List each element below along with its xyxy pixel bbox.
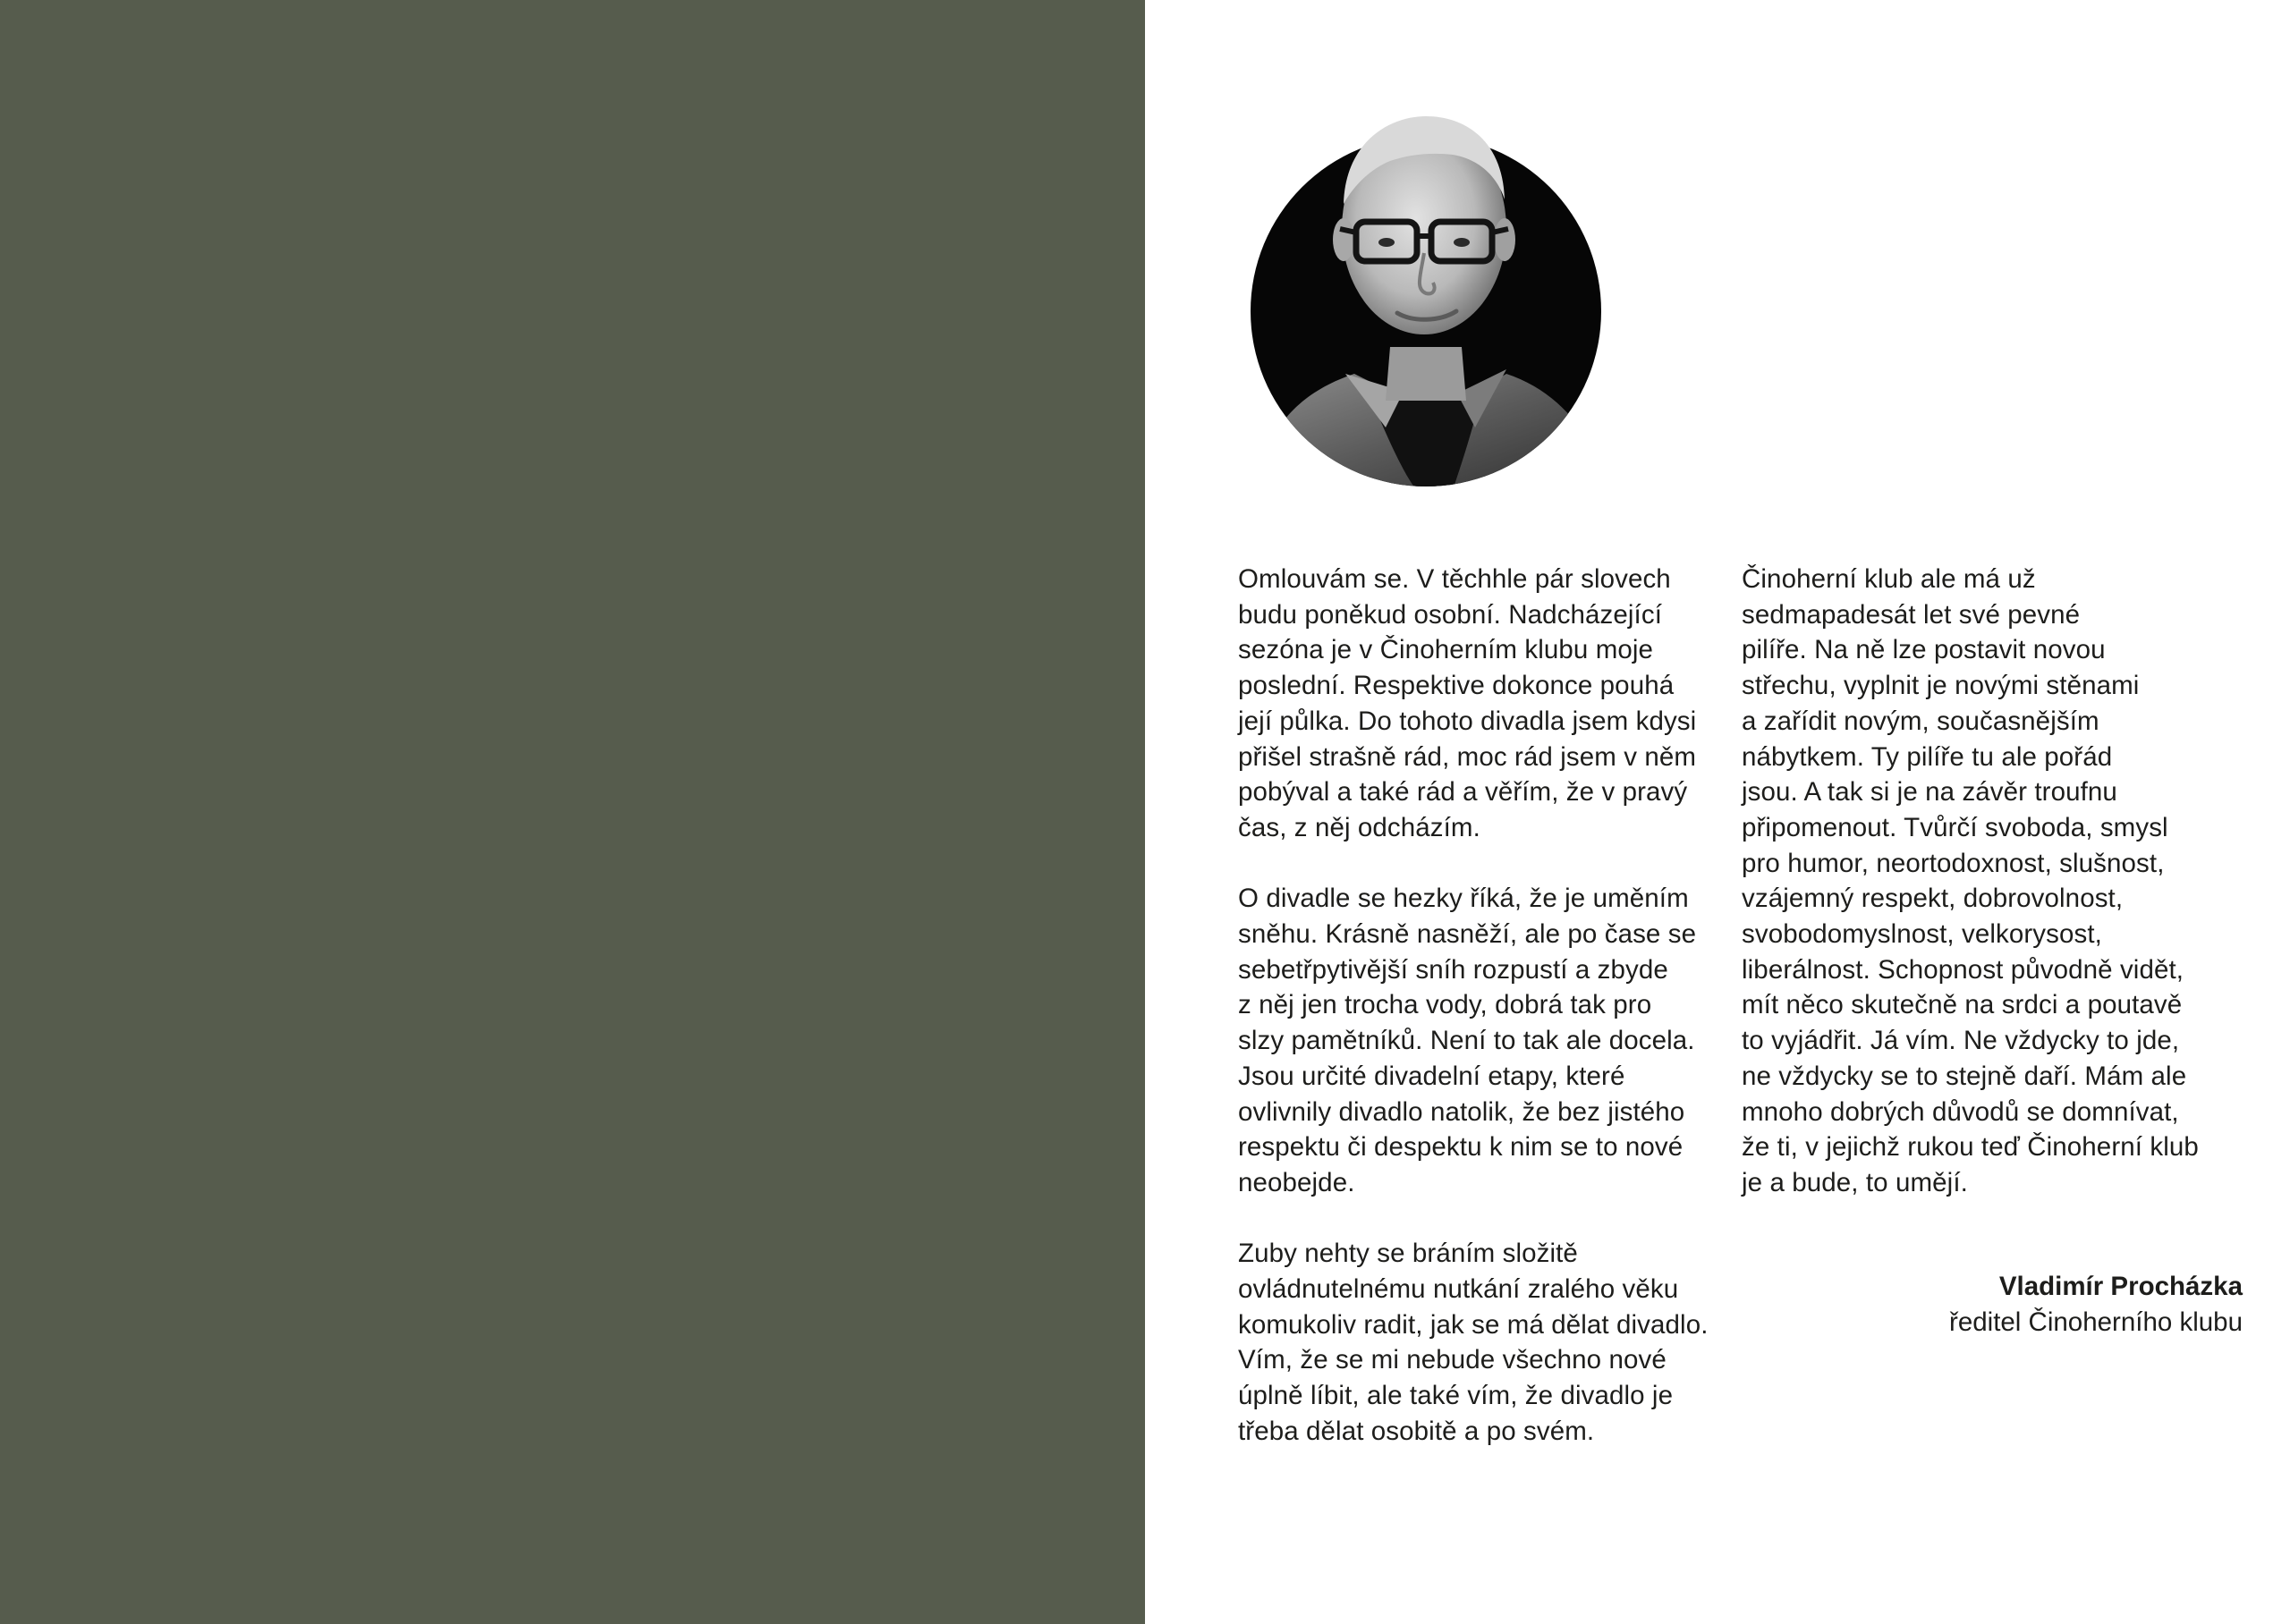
text-line: mnoho dobrých důvodů se domnívat,: [1742, 1096, 2179, 1127]
paragraph-gap: [1238, 1201, 1739, 1237]
text-line: mít něco skutečně na srdci a poutavě: [1742, 990, 2183, 1020]
text-line: Jsou určité divadelní etapy, které: [1238, 1061, 1625, 1091]
text-line: O divadle se hezky říká, že je uměním: [1238, 884, 1689, 914]
text-line: ne vždycky se to stejně daří. Mám ale: [1742, 1061, 2187, 1091]
text-line: připomenout. Tvůrčí svoboda, smysl: [1742, 812, 2168, 842]
text-line: nábytkem. Ty pilíře tu ale pořád: [1742, 741, 2113, 772]
text-line: poslední. Respektive dokonce pouhá: [1238, 671, 1675, 701]
text-line: Činoherní klub ale má už: [1742, 564, 2036, 594]
text-line: z něj jen trocha vody, dobrá tak pro: [1238, 990, 1652, 1020]
text-line: pilíře. Na ně lze postavit novou: [1742, 635, 2106, 665]
signature: [1949, 1269, 2243, 1340]
text-line: Omlouvám se. V těchhle pár slovech: [1238, 564, 1671, 594]
paragraph: [1238, 1236, 1739, 1449]
text-line: sezóna je v Činoherním klubu moje: [1238, 635, 1654, 665]
text-line: její půlka. Do tohoto divadla jsem kdysi: [1238, 706, 1697, 736]
text-line: vzájemný respekt, dobrovolnost,: [1742, 884, 2124, 914]
text-line: třeba dělat osobitě a po svém.: [1238, 1416, 1595, 1446]
text-line: svobodomyslnost, velkorysost,: [1742, 919, 2102, 950]
text-line: čas, z něj odcházím.: [1238, 812, 1480, 842]
text-line: úplně líbit, ale také vím, že divadlo je: [1238, 1381, 1674, 1411]
author-role: ředitel Činoherního klubu: [1949, 1307, 2243, 1337]
text-line: ovládnutelnému nutkání zralého věku: [1238, 1274, 1679, 1305]
paragraph-gap: [1238, 846, 1739, 882]
text-line: že ti, v jejichž rukou teď Činoherní klub: [1742, 1132, 2199, 1163]
text-line: ovlivnily divadlo natolik, že bez jistého: [1238, 1096, 1685, 1127]
text-line: pro humor, neortodoxnost, slušnost,: [1742, 848, 2165, 878]
text-line: budu poněkud osobní. Nadcházející: [1238, 599, 1663, 630]
text-column-right: [1742, 562, 2243, 1201]
text-column-left: [1238, 562, 1739, 1450]
text-line: sebetřpytivější sníh rozpustí a zbyde: [1238, 954, 1668, 985]
author-name: Vladimír Procházka: [1998, 1272, 2243, 1301]
text-line: střechu, vyplnit je novými stěnami: [1742, 671, 2140, 701]
text-line: přišel strašně rád, moc rád jsem v něm: [1238, 741, 1697, 772]
text-page: [1145, 0, 2290, 1624]
text-line: a zařídit novým, současnějším: [1742, 706, 2099, 736]
text-line: sněhu. Krásně nasněží, ale po čase se: [1238, 919, 1697, 950]
text-line: je a bude, to umějí.: [1742, 1167, 1968, 1197]
text-line: jsou. A tak si je na závěr troufnu: [1742, 777, 2117, 808]
text-line: slzy pamětníků. Není to tak ale docela.: [1238, 1026, 1695, 1056]
paragraph: [1238, 881, 1739, 1200]
text-line: komukoliv radit, jak se má dělat divadlo.: [1238, 1309, 1709, 1340]
text-line: pobýval a také rád a věřím, že v pravý: [1238, 777, 1688, 808]
text-line: neobejde.: [1238, 1167, 1355, 1197]
text-line: Vím, že se mi nebude všechno nové: [1238, 1345, 1667, 1375]
text-line: respektu či despektu k nim se to nové: [1238, 1132, 1684, 1163]
paragraph: [1238, 562, 1739, 846]
text-line: Zuby nehty se bráním složitě: [1238, 1239, 1578, 1269]
text-line: to vyjádřit. Já vím. Ne vždycky to jde,: [1742, 1026, 2180, 1056]
paragraph: [1742, 562, 2243, 1201]
text-line: liberálnost. Schopnost původně vidět,: [1742, 954, 2184, 985]
text-line: sedmapadesát let své pevné: [1742, 599, 2081, 630]
person-photo-icon: [1238, 106, 1614, 490]
portrait-photo: [1238, 106, 1614, 490]
